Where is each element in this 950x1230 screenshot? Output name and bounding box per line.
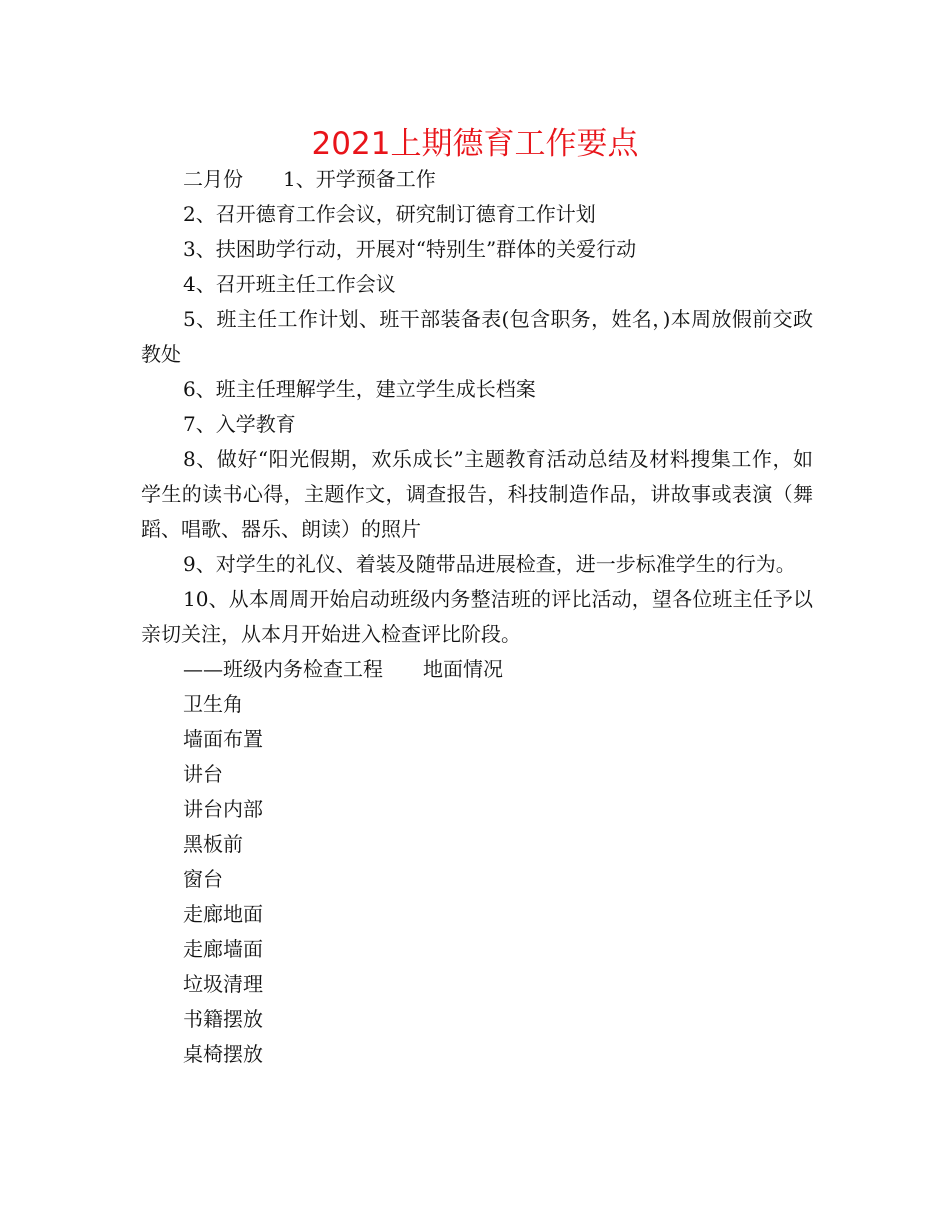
inspection-item: 讲台内部 xyxy=(183,797,263,821)
inspection-first-item: 地面情况 xyxy=(423,657,503,681)
inspection-item: 书籍摆放 xyxy=(183,1007,263,1031)
inspection-item: 走廊地面 xyxy=(183,902,263,926)
paragraph: 6、班主任理解学生，建立学生成长档案 xyxy=(183,377,536,401)
paragraph: 4、召开班主任工作会议 xyxy=(183,272,396,296)
inspection-heading-line xyxy=(141,652,813,687)
month-label: 二月份 xyxy=(183,167,243,191)
paragraph: 8、做好“阳光假期，欢乐成长”主题教育活动总结及材料搜集工作，如学生的读书心得，主题作文，调查报告，科技制造作品，讲故事或表演（舞蹈、唱歌、器乐、朗读）的照片 xyxy=(141,447,813,541)
document-body xyxy=(141,162,813,1072)
paragraph: 9、对学生的礼仪、着装及随带品进展检查，进一步标准学生的行为。 xyxy=(183,552,796,576)
inspection-item: 墙面布置 xyxy=(183,727,263,751)
paragraph: 10、从本周周开始启动班级内务整洁班的评比活动，望各位班主任予以亲切关注，从本月开始进入检查评比阶段。 xyxy=(141,587,813,646)
inspection-item: 卫生角 xyxy=(183,692,243,716)
inspection-item: 讲台 xyxy=(183,762,223,786)
paragraph: 2、召开德育工作会议，研究制订德育工作计划 xyxy=(183,202,596,226)
inspection-item: 桌椅摆放 xyxy=(183,1042,263,1066)
inspection-item: 黑板前 xyxy=(183,832,243,856)
inspection-item: 走廊墙面 xyxy=(183,937,263,961)
document-title: 2021上期德育工作要点 xyxy=(311,126,639,162)
paragraph: 5、班主任工作计划、班干部装备表(包含职务，姓名，)本周放假前交政教处 xyxy=(141,307,813,366)
paragraph: 3、扶困助学行动，开展对“特别生”群体的关爱行动 xyxy=(183,237,637,261)
month-header-line xyxy=(141,162,813,197)
inspection-item: 垃圾清理 xyxy=(183,972,263,996)
paragraph: 7、入学教育 xyxy=(183,412,296,436)
inspection-item: 窗台 xyxy=(183,867,223,891)
inspection-heading: ——班级内务检查工程 xyxy=(183,657,383,681)
first-item: 1、开学预备工作 xyxy=(283,167,436,191)
